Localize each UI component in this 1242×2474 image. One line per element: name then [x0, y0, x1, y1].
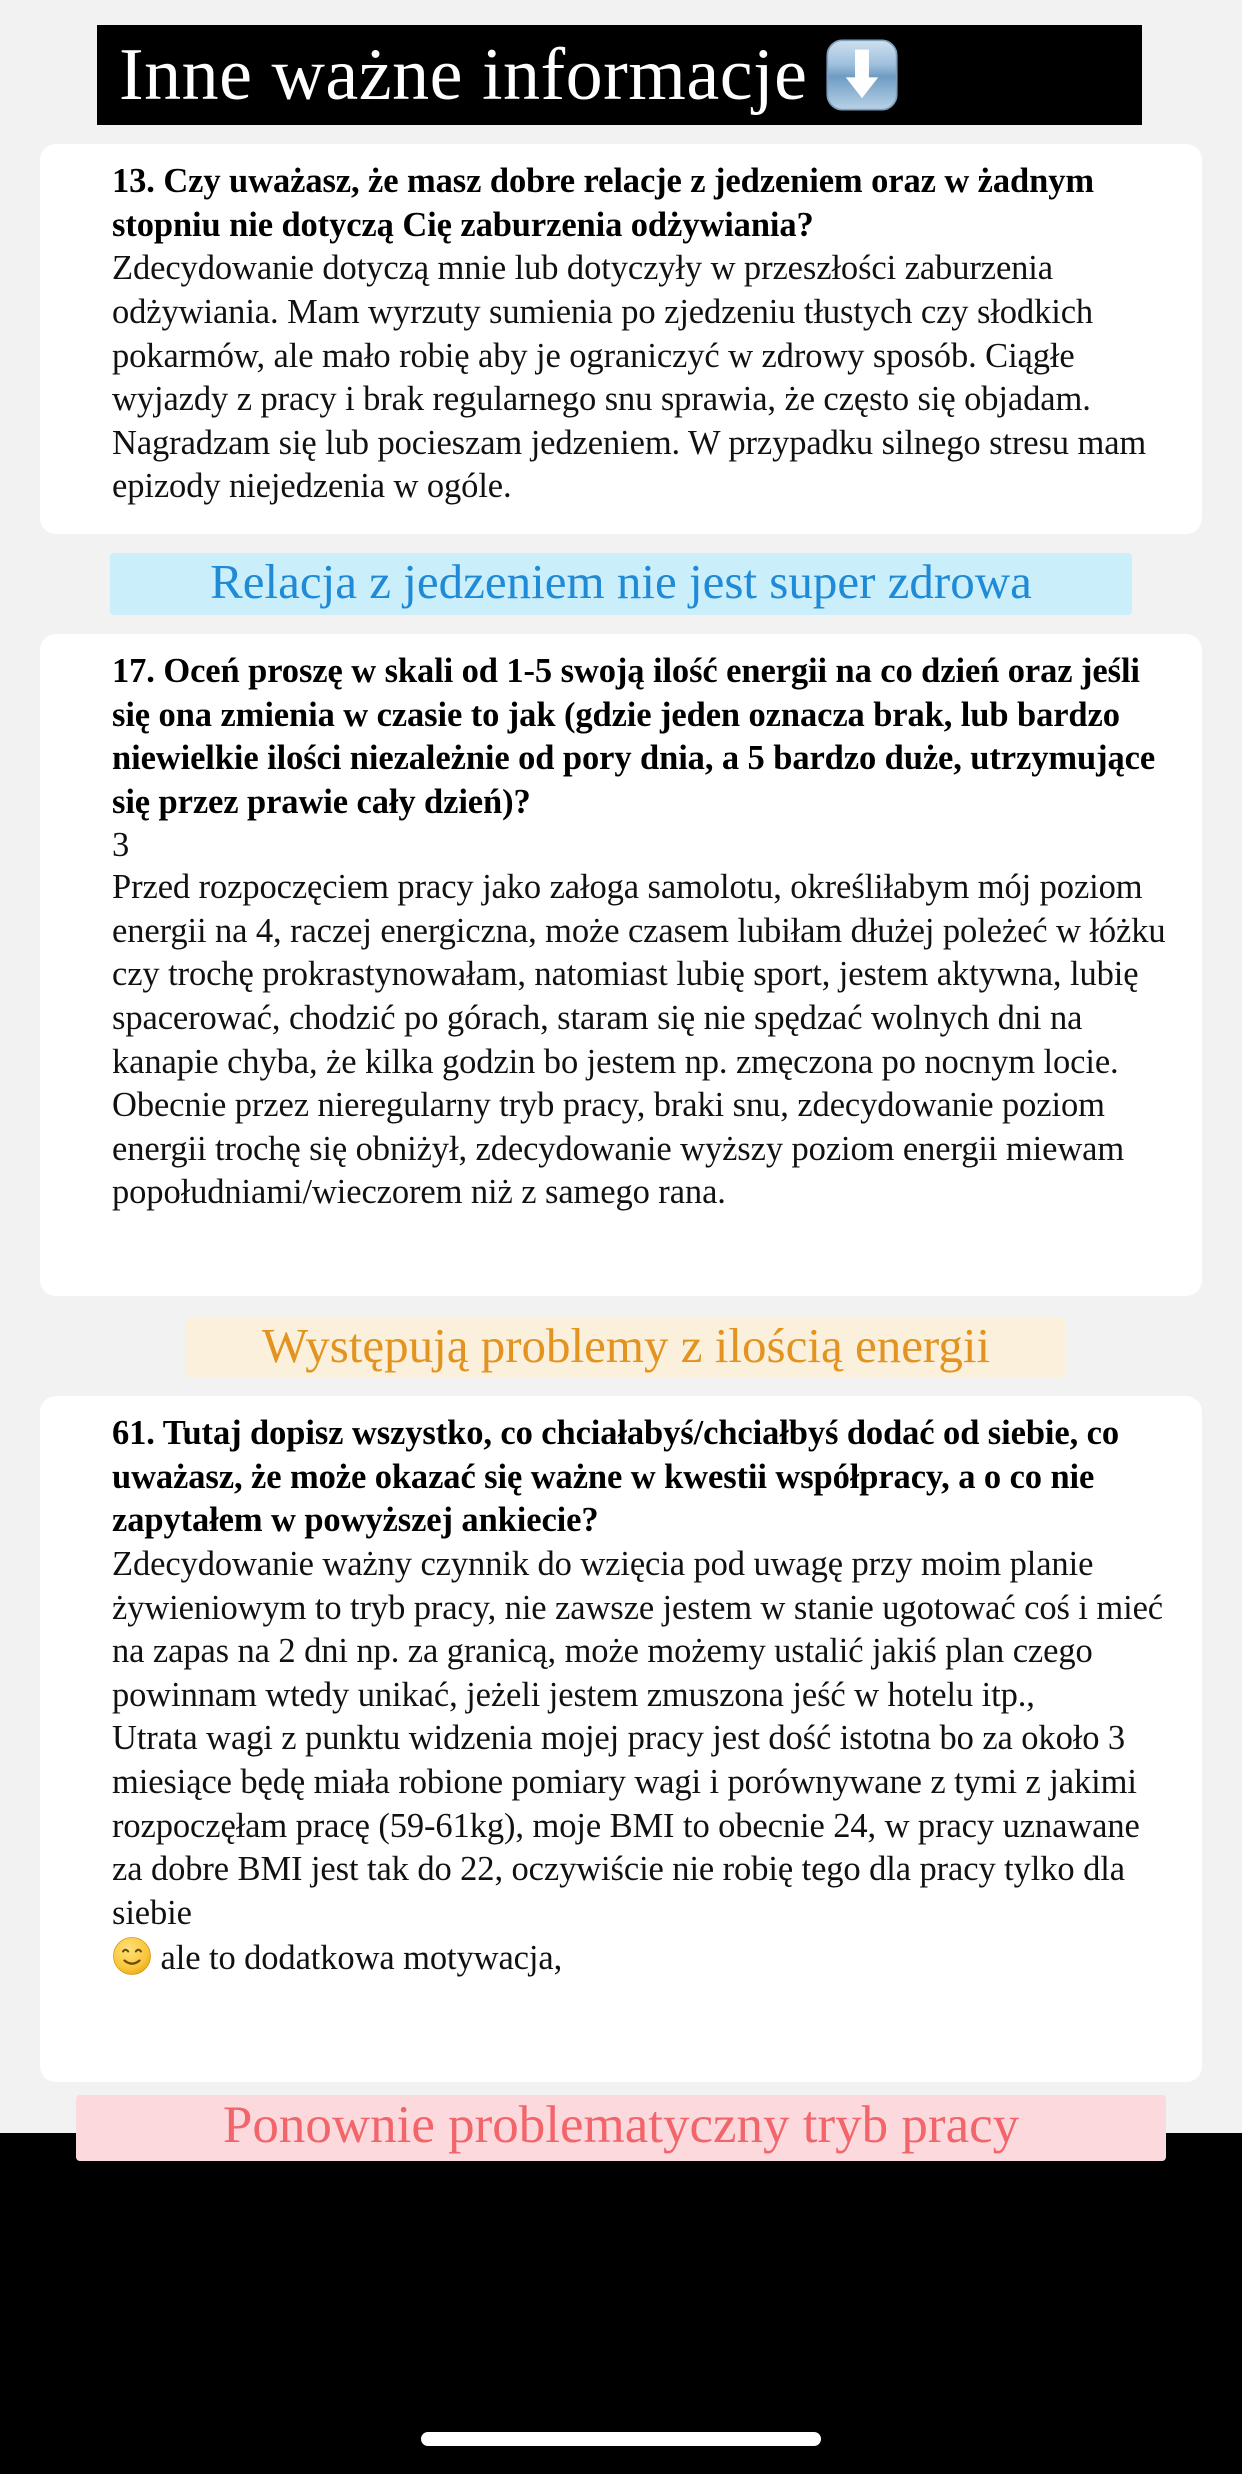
annotation-problematic-work-mode [76, 2095, 1166, 2161]
annotation-text: Relacja z jedzeniem nie jest super zdrowa [210, 553, 1032, 609]
smiling-face-icon [112, 1936, 152, 1976]
down-arrow-icon [825, 38, 899, 112]
answer-text-part-1: Zdecydowanie ważny czynnik do wzięcia pod uwagę przy moim planie żywieniowym to tryb pracy, nie zawsze jestem w stanie ugotować coś i mieć na zapas na 2 dni np. za granicą, może możemy ustalić jakiś plan czego powinnam wtedy unikać, jeżeli jestem zmuszona jeść w hotelu itp., [112, 1544, 1163, 1714]
qa-card-13 [40, 144, 1202, 534]
annotation-food-relationship [110, 553, 1132, 615]
annotation-text: Występują problemy z ilością energii [261, 1317, 991, 1373]
qa-card-17 [40, 634, 1202, 1296]
answer-text-part-3 [112, 1936, 1168, 1981]
page-title: Inne ważne informacje [119, 34, 808, 116]
answer-text-part-2-body: Utrata wagi z punktu widzenia mojej pracy jest dość istotna bo za około 3 miesiące będę miała robione pomiary wagi i porównywane z tymi z jakimi rozpoczęłam pracę (59-61kg), moje BMI to obecnie 24, w pracy uznawane za dobre BMI jest tak do 22, oczywiście nie robię tego dla pracy tylko dla siebie [112, 1719, 1140, 1933]
annotation-text: Ponownie problematyczny tryb pracy [222, 2095, 1020, 2154]
page-title-banner [97, 25, 1142, 125]
answer-text: Zdecydowanie dotyczą mnie lub dotyczyły w przeszłości zaburzenia odżywiania. Mam wyrzuty sumienia po zjedzeniu tłustych czy słodkich pokarmów, ale mało robię aby je ograniczyć w zdrowy sposób. Ciągłe wyjazdy z pracy i brak regularnego snu sprawia, że często się objadam. Nagradzam się lub pocieszam jedzeniem. W przypadku silnego stresu mam epizody niejedzenia w ogóle. [112, 249, 1147, 506]
answer-score: 3 [112, 825, 130, 864]
answer-text-part-2 [112, 1717, 1168, 1935]
answer-text-part-3-body: ale to dodatkowa motywacja, [160, 1938, 563, 1977]
question-text: 61. Tutaj dopisz wszystko, co chciałabyś/chciałbyś dodać od siebie, co uważasz, że może okazać się ważne w kwestii współpracy, a o co nie zapytałem w powyższej ankiecie? [112, 1414, 1120, 1540]
question-text: 13. Czy uważasz, że masz dobre relacje z jedzeniem oraz w żadnym stopniu nie dotyczą Cię zaburzenia odżywiania? [112, 162, 1095, 244]
question-text: 17. Oceń proszę w skali od 1-5 swoją ilość energii na co dzień oraz jeśli się ona zmienia w czasie to jak (gdzie jeden oznacza brak, lub bardzo niewielkie ilości niezależnie od pory dnia, a 5 bardzo duże, utrzymujące się przez prawie cały dzień)? [112, 652, 1156, 821]
annotation-energy-problems [186, 1318, 1066, 1378]
answer-text: Przed rozpoczęciem pracy jako załoga samolotu, określiłabym mój poziom energii na 4, raczej energiczna, może czasem lubiłam dłużej poleżeć w łóżku czy trochę prokrastynowałam, natomiast lubię sport, jestem aktywna, lubię spacerować, chodzić po górach, staram się nie spędzać wolnych dni na kanapie chyba, że kilka godzin bo jestem np. zmęczona po nocnym locie. Obecnie przez nieregularny tryb pracy, braki snu, zdecydowanie poziom energii trochę się obniżył, zdecydowanie wyższy poziom energii miewam popołudniami/wieczorem niż z samego rana. [112, 867, 1166, 1212]
home-indicator[interactable] [421, 2432, 821, 2446]
qa-card-61 [40, 1396, 1202, 2082]
